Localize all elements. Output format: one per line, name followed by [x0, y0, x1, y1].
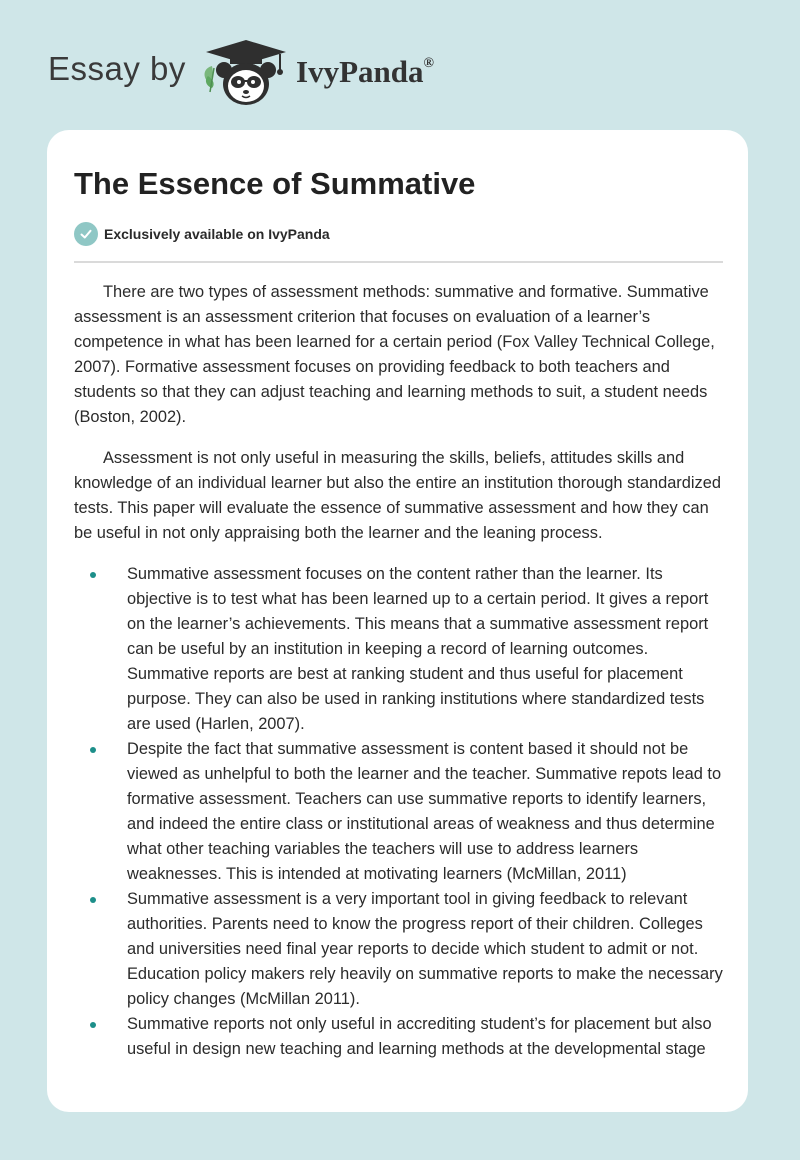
bullet-icon: [90, 747, 96, 753]
bullet-icon: [90, 1022, 96, 1028]
exclusive-badge: [74, 222, 330, 246]
list-item-text: Summative assessment focuses on the content rather than the learner. Its objective is to test what has been learned up to a certain period. It gives a report on the learner’s achievements. This means that a summative assessment report can be useful by an institution in keeping a record of learning outcomes. Summative reports are best at ranking student and thus useful for placement purpose. They can also be used in ranking institutions where standardized tests are used (Harlen, 2007).: [127, 565, 709, 733]
brand-name[interactable]: [296, 54, 434, 90]
list-item: [74, 1012, 726, 1062]
check-icon: [74, 222, 98, 246]
bullet-icon: [90, 897, 96, 903]
page-title: The Essence of Summative: [74, 166, 476, 201]
list-item: [74, 887, 726, 1012]
divider: [74, 261, 723, 263]
list-item-text: Summative assessment is a very important tool in giving feedback to relevant authorities. Parents need to know the progress report of their children. Colleges and universities need final year reports to decide which student to admit or not. Education policy makers rely heavily on summative reports to make the necessary policy changes (McMillan 2011).: [127, 890, 723, 1008]
list-item-text: Summative reports not only useful in accrediting student’s for placement but also useful in design new teaching and learning methods at the developmental stage: [127, 1015, 712, 1058]
list-item: [74, 562, 726, 737]
list-item-text: Despite the fact that summative assessment is content based it should not be viewed as unhelpful to both the learner and the teacher. Summative repots lead to formative assessment. Teachers can use summative reports to identify learners, and indeed the entire class or institutional areas of weakness and thus determine what other teaching variables the teachers will use to address learners weaknesses. This is intended at motivating learners (McMillan, 2011): [127, 740, 722, 883]
badge-text: Exclusively available on IvyPanda: [104, 226, 330, 242]
essay-body: [74, 280, 726, 1062]
brand-name-text: IvyPanda: [296, 54, 424, 89]
paragraph: There are two types of assessment methods: summative and formative. Summative assessment is an assessment criterion that focuses on evaluation of a learner’s competence in what has been learned for a certain period (Fox Valley Technical College, 2007). Formative assessment focuses on providing feedback to both teachers and students so that they can adjust teaching and learning methods to suit, a student needs (Boston, 2002).: [74, 283, 715, 426]
brand-prefix: Essay by: [48, 50, 186, 87]
registered-mark: ®: [423, 56, 434, 71]
essay-card: [47, 130, 748, 1112]
bullet-list: [74, 562, 726, 1062]
bullet-icon: [90, 572, 96, 578]
panda-logo-icon[interactable]: [200, 36, 292, 108]
list-item: [74, 737, 726, 887]
paragraph: Assessment is not only useful in measuring the skills, beliefs, attitudes skills and knowledge of an individual learner but also the entire an institution thorough standardized tests. This paper will evaluate the essence of summative assessment and how they can be useful in not only appraising both the learner and the leaning process.: [74, 449, 721, 542]
site-header: [0, 0, 800, 130]
